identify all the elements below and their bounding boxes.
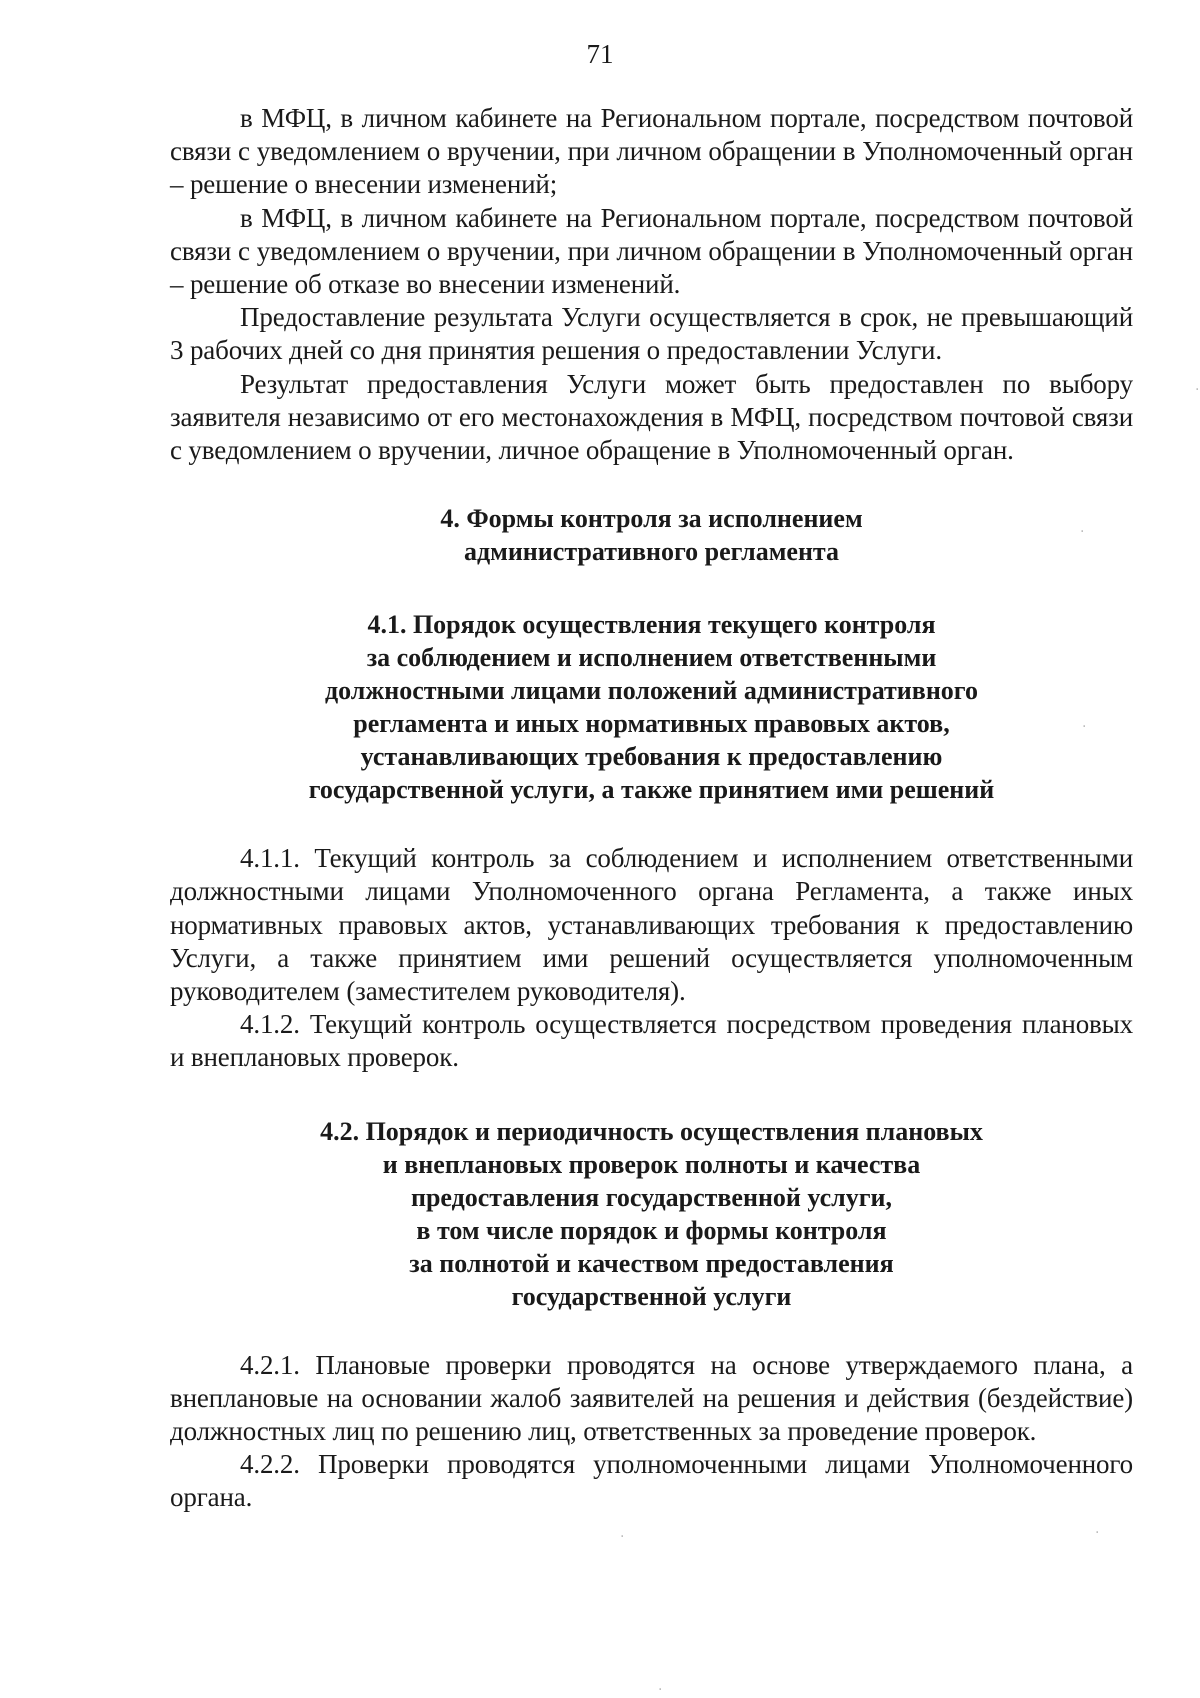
- heading-line: предоставления государственной услуги,: [410, 1182, 893, 1212]
- scan-speck: ·: [1080, 524, 1085, 540]
- heading-line: 4. Формы контроля за исполнением: [440, 504, 863, 534]
- heading-line: должностными лицами положений административного: [325, 676, 978, 706]
- heading-line: за соблюдением и исполнением ответственными: [366, 643, 937, 673]
- paragraph-4-1-1: 4.1.1. Текущий контроль за соблюдением и исполнением ответственными должностными лицами Уполномоченного органа Регламента, а также иных нормативных правовых актов, устанавливающих требования к предоставлению Услуги, а также принятием ими решений осуществляется уполномоченным руководителем (заместителем руководителя).: [170, 843, 1133, 1007]
- heading-line: 4.1. Порядок осуществления текущего контроля: [367, 610, 936, 640]
- heading-line: 4.2. Порядок и периодичность осуществления плановых: [320, 1116, 983, 1146]
- document-body: [170, 102, 1133, 1515]
- heading-line: государственной услуги: [511, 1281, 792, 1311]
- scan-speck: ·: [658, 1682, 663, 1698]
- heading-line: устанавливающих требования к предоставлению: [360, 742, 943, 772]
- scan-speck: ·: [1195, 382, 1200, 398]
- scan-speck: ·: [1095, 1525, 1100, 1541]
- heading-line: в том числе порядок и формы контроля: [416, 1215, 887, 1245]
- paragraph: Предоставление результата Услуги осуществляется в срок, не превышающий 3 рабочих дней со дня принятия решения о предоставлении Услуги.: [170, 302, 1133, 366]
- paragraph-4-2-1: 4.2.1. Плановые проверки проводятся на основе утверждаемого плана, а внеплановые на основании жалоб заявителей на решения и действия (бездействие) должностных лиц по решению лиц, ответственных за проведение проверок.: [170, 1349, 1133, 1447]
- heading-line: за полнотой и качеством предоставления: [409, 1248, 894, 1278]
- heading-line: государственной услуги, а также принятием ими решений: [308, 775, 995, 805]
- section-4-heading: [170, 502, 1133, 568]
- paragraph: Результат предоставления Услуги может быть предоставлен по выбору заявителя независимо от его местонахождения в МФЦ, посредством почтовой связи с уведомлением о вручении, личное обращение в Уполномоченный орган.: [170, 368, 1133, 466]
- heading-line: административного регламента: [463, 537, 840, 567]
- paragraph-4-2-2: 4.2.2. Проверки проводятся уполномоченными лицами Уполномоченного органа.: [170, 1449, 1133, 1513]
- paragraph: в МФЦ, в личном кабинете на Региональном портале, посредством почтовой связи с уведомлением о вручении, при личном обращении в Уполномоченный орган – решение об отказе во внесении изменений.: [170, 202, 1133, 300]
- heading-line: и внеплановых проверок полноты и качества: [382, 1149, 921, 1179]
- paragraph-4-1-2: 4.1.2. Текущий контроль осуществляется посредством проведения плановых и внеплановых проверок.: [170, 1009, 1133, 1073]
- section-4-1-heading: [170, 608, 1133, 806]
- scan-speck: ·: [620, 1529, 625, 1545]
- scan-speck: ·: [1082, 719, 1087, 735]
- paragraph: в МФЦ, в личном кабинете на Региональном портале, посредством почтовой связи с уведомлением о вручении, при личном обращении в Уполномоченный орган – решение о внесении изменений;: [170, 103, 1133, 200]
- heading-line: регламента и иных нормативных правовых актов,: [353, 709, 950, 739]
- page-number: 71: [586, 39, 614, 69]
- section-4-2-heading: [170, 1115, 1133, 1313]
